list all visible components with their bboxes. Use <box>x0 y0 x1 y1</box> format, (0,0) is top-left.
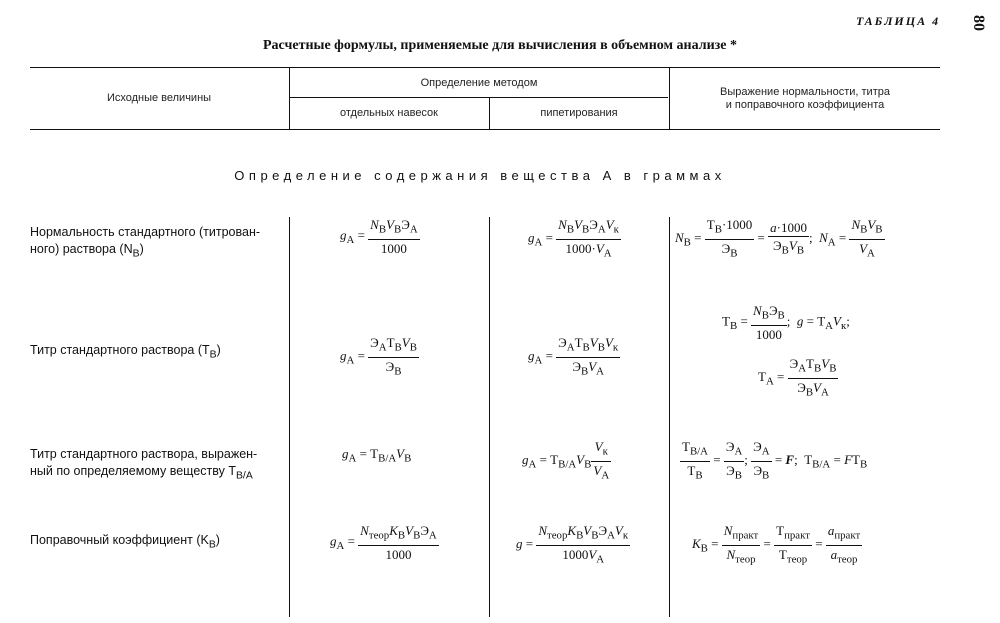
header-input-values: Исходные величины <box>106 92 212 104</box>
formula-titer-by-substance-pipette: $g_A = Т_{В/А}V_В$ $V_к$ $V_A$ <box>522 439 610 482</box>
row-label-normality: Нормальность стандартного (титрован- ного) раствора $(N_В)$ <box>30 225 261 260</box>
section-title: Определение содержания вещества А в граммах <box>234 168 726 183</box>
formula-correction-pipette: g = $N_{теор}K_ВV_ВЭ_АV_к$ $1000V_A$ <box>516 523 629 566</box>
header-top-rule <box>30 67 940 68</box>
header-method-group: Определение методом <box>420 77 538 89</box>
formula-titer-by-substance-separate: $g_A = Т_{В/А}V_В$ <box>342 446 412 465</box>
formula-normality-separate: $g_A$ = $N_ВV_ВЭ_А$ 1000 <box>340 217 418 256</box>
row-label-titer: Титр стандартного раствора $(Т_В)$ <box>30 343 221 361</box>
formula-titer-pipette: $g_A$ = $Э_АТ_ВV_ВV_к$ $Э_ВV_A$ <box>528 335 619 378</box>
formula-correction-expression: $K_В$ = $N_{практ}$ $N_{теор}$ = $Т_{практ}$ $Т_{теор}$ = $a_{практ}$ $a_{теор}$ <box>692 523 861 566</box>
header-method-pipette: пипетирования <box>540 107 618 119</box>
row-label-correction-coefficient: Поправочный коэффициент $(K_В)$ <box>30 533 220 551</box>
formula-normality-pipette: $g_A$ = $N_ВV_ВЭ_АV_к$ $1000\cdot V_A$ <box>528 217 619 260</box>
header-expression-line1: Выражение нормальности, титра <box>720 86 890 98</box>
body-col-sep-3 <box>669 217 670 617</box>
header-method-separate: отдельных навесок <box>340 107 438 119</box>
formula-titer-expression-2: $Т_А$ = $Э_АТ_ВV_В$ $Э_ВV_A$ <box>758 356 837 399</box>
table-label: ТАБЛИЦА 4 <box>856 14 941 28</box>
header-expression-line2: и поправочного коэффициента <box>725 99 885 111</box>
formula-titer-by-substance-expression: $Т_{В/А}$ $Т_В$ = $Э_А$ $Э_В$ ; $Э_А$ $Э_В$ = F; $Т_{В/А} = FТ_В$ <box>682 439 868 482</box>
body-col-sep-1 <box>289 217 290 617</box>
method-group-rule <box>290 97 668 98</box>
formula-correction-separate: $g_A$ = $N_{теор}K_ВV_ВЭ_А$ 1000 <box>330 523 437 562</box>
formula-titer-expression-1: $Т_В$ = $N_ВЭ_В$ 1000 ; $g = Т_АV_к$; <box>722 303 850 342</box>
row-label-titer-by-substance: Титр стандартного раствора, выражен- ный по определяемому веществу $Т_{В/А}$ <box>30 447 258 482</box>
header-bottom-rule <box>30 129 940 130</box>
formula-normality-expression: $N_В$ = $Т_В\cdot 1000$ $Э_В$ = a·1000 $Э_ВV_В$ ; $N_A$ = $N_ВV_В$ $V_A$ <box>675 217 883 260</box>
body-col-sep-2 <box>489 217 490 617</box>
table-title: Расчетные формулы, применяемые для вычисления в объемном анализе * <box>263 38 737 53</box>
page-number: 80 <box>970 15 987 31</box>
formula-titer-separate: $g_A$ = $Э_АТ_ВV_В$ $Э_В$ <box>340 335 417 378</box>
header-expression <box>670 86 940 112</box>
